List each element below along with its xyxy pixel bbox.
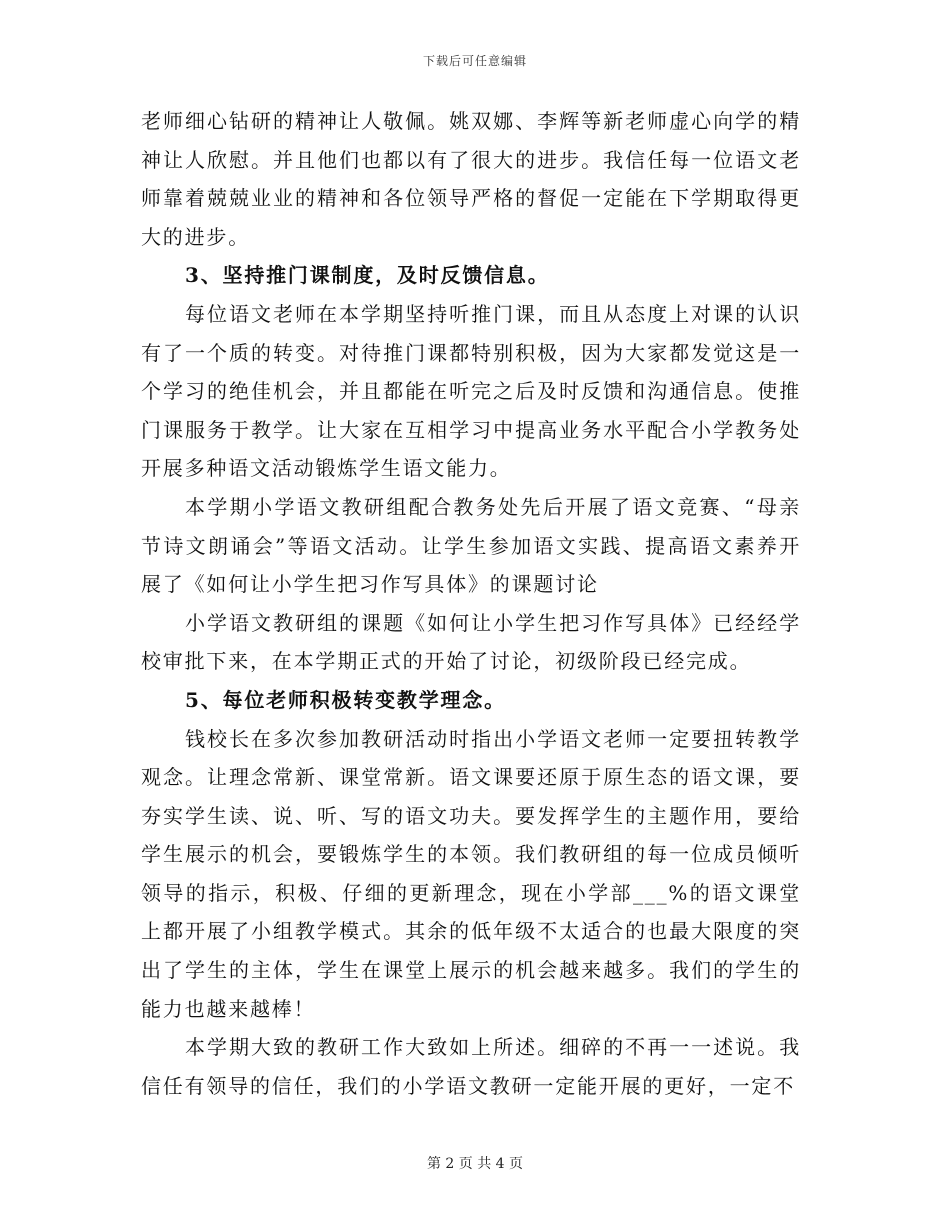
body-paragraph: 老师细心钻研的精神让人敬佩。姚双娜、李辉等新老师虚心向学的精神让人欣慰。并且他们也都以有了很大的进步。我信任每一位语文老师靠着兢兢业业的精神和各位领导严格的督促一定能在下学期取得更大的进步。 xyxy=(141,109,801,249)
body-paragraph: 本学期大致的教研工作大致如上所述。细碎的不再一一述说。我信任有领导的信任，我们的小学语文教研一定能开展的更好，一定不 xyxy=(141,1035,801,1098)
body-paragraph: 小学语文教研组的课题《如何让小学生把习作写具体》已经经学校审批下来，在本学期正式的开始了讨论，初级阶段已经完成。 xyxy=(141,610,801,674)
body-paragraph: 本学期小学语文教研组配合教务处先后开展了语文竞赛、“母亲节诗文朗诵会”等语文活动。让学生参加语文实践、提高语文素养开展了《如何让小学生把习作写具体》的课题讨论 xyxy=(141,494,801,597)
section-heading: 5、每位老师积极转变教学理念。 xyxy=(185,687,506,712)
document-body xyxy=(141,102,801,1105)
page-number-footer: 第 2 页 共 4 页 xyxy=(426,1156,524,1172)
body-paragraph: 每位语文老师在本学期坚持听推门课，而且从态度上对课的认识有了一个质的转变。对待推门课都特别积极，因为大家都发觉这是一个学习的绝佳机会，并且都能在听完之后及时反馈和沟通信息。使推门课服务于教学。让大家在互相学习中提高业务水平配合小学教务处开展多种语文活动锻炼学生语文能力。 xyxy=(141,301,801,481)
section-heading: 3、坚持推门课制度，及时反馈信息。 xyxy=(185,263,550,288)
page-header: 下载后可任意编辑 xyxy=(422,54,527,68)
body-paragraph: 钱校长在多次参加教研活动时指出小学语文老师一定要扭转教学观念。让理念常新、课堂常新。语文课要还原于原生态的语文课，要夯实学生读、说、听、写的语文功夫。要发挥学生的主题作用，要给学生展示的机会，要锻炼学生的本领。我们教研组的每一位成员倾听领导的指示，积极、仔细的更新理念，现在小学部___%的语文课堂上都开展了小组教学模式。其余的低年级不太适合的也最大限度的突出了学生的主体，学生在课堂上展示的机会越来越多。我们的学生的能力也越来越棒！ xyxy=(141,726,801,1021)
